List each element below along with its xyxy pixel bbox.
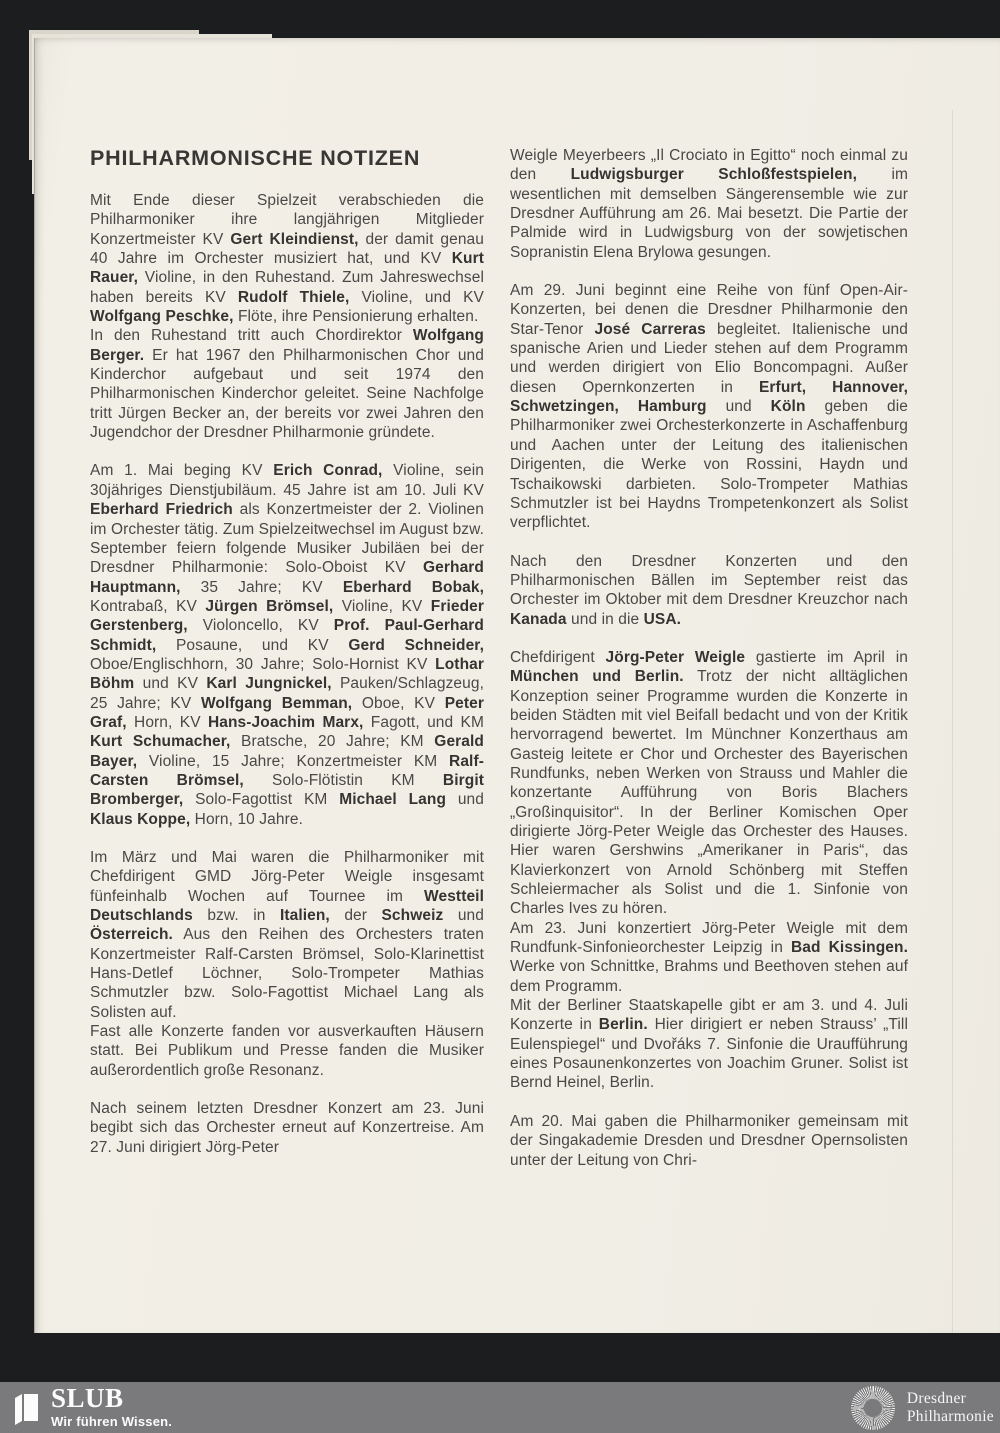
text-run: und (443, 907, 484, 925)
slub-text-block (51, 1383, 173, 1429)
paragraph (510, 552, 908, 629)
bold-text-run: Ludwigsburger Schloßfestspielen, (570, 166, 858, 184)
bold-text-run: Eberhard Bobak, (342, 578, 484, 596)
text-run: Aus den Reihen des Orchesters traten Konzertmeister Ralf-Carsten Brömsel, Solo-Klarinettist Hans-Detlef Löchner, Solo-Trompeter Mathias Schmutzler bzw. Solo-Fagottist Michael Lang als Solisten auf. (90, 926, 484, 1021)
bold-text-run: Michael Lang (339, 791, 447, 809)
paragraph (510, 648, 908, 1093)
text-run: Am 20. Mai gaben die Philharmoniker gemeinsam mit der Singakademie Dresden und Dresdner Opernsolisten unter der Leitung von Chri- (510, 1112, 908, 1169)
bold-text-run: Westteil Deutschlands (90, 887, 484, 925)
text-run: Werke von Schnittke, Brahms und Beethoven stehen auf dem Programm. (510, 958, 908, 995)
bold-text-run: Bad Kissingen. (790, 939, 908, 957)
bold-text-run: Birgit Bromberger, (90, 771, 484, 809)
text-run: Violine, in den Ruhestand. Zum Jahreswechsel haben bereits KV (90, 269, 484, 306)
text-run: der (329, 907, 382, 925)
text-run: Oboe/Englischhorn, 30 Jahre; Solo-Hornist KV (90, 655, 436, 673)
bold-text-run: Kanada (510, 610, 567, 628)
bold-text-run: Jörg-Peter Weigle (605, 648, 746, 666)
bold-text-run: Wolfgang Berger. (90, 327, 484, 364)
bold-text-run: Gerd Schneider, (348, 636, 484, 654)
text-run: und KV (134, 675, 207, 693)
bold-text-run: José Carreras (594, 320, 706, 338)
text-run: Violine, und KV (349, 288, 484, 306)
bold-text-run: Kurt Rauer, (90, 250, 484, 287)
paragraph (510, 146, 908, 262)
paragraph (510, 1112, 908, 1170)
bold-text-run: Klaus Koppe, (90, 810, 191, 828)
text-run: Solo-Fagottist KM (183, 791, 340, 809)
footer-bar (0, 1382, 1000, 1433)
text-run: Nach seinem letzten Dresdner Konzert am 23. Juni begibt sich das Orchester erneut auf Konzertreise. Am 27. Juni dirigiert Jörg-Peter (90, 1100, 484, 1156)
text-run: Kontrabaß, KV (90, 597, 206, 615)
paragraph (90, 461, 484, 829)
page-title: PHILHARMONISCHE NOTIZEN (90, 146, 421, 170)
bold-text-run: Jürgen Brömsel, (205, 597, 334, 615)
bold-text-run: Wolfgang Peschke, (90, 308, 234, 326)
text-run: Pauken/Schlagzeug, 25 Jahre; KV (90, 675, 484, 712)
text-run: In den Ruhestand tritt auch Chordirektor (90, 327, 413, 345)
bold-text-run: Prof. Paul-Gerhard Schmidt, (90, 617, 484, 654)
text-run: Trotz der nicht alltäglichen Konzeption seiner Programme wurden die Konzerte in beiden Städten mit viel Beifall bedacht und von der Kritik hervorragend bewertet. Im Münchner Konzerthaus am Gasteig leitete er Chor und Orchester des Bayerischen Rundfunks, neben Werken von Strauss und Mahler die konzertante Aufführung von Boris Blachers „Großinquisitor“. In der Berliner Komischen Oper dirigierte Jörg-Peter Weigle das Orchester des Hauses. Hier waren Gershwins „Amerikaner in Paris“, das Klavierkonzert von Arnold Schönberg mit Steffen Schleiermacher als Solist und die 1. Sinfonie von Charles Ives zu hören. (510, 668, 908, 918)
bold-text-run: Peter Graf, (90, 694, 484, 731)
bold-text-run: Ralf-Carsten Brömsel, (90, 752, 484, 789)
bold-text-run: Rudolf Thiele, (237, 288, 350, 306)
text-run: der damit genau 40 Jahre im Orchester musiziert hat, und KV (90, 230, 484, 268)
scanned-page (35, 38, 1000, 1333)
text-run: Horn, KV (126, 713, 208, 731)
text-run: Chefdirigent (510, 648, 606, 666)
bold-text-run: Gert Kleindienst, (230, 230, 359, 248)
paragraph (90, 1099, 484, 1157)
text-run: begleitet. Italienische und spanische Arien und Lieder stehen auf dem Programm und werden dirigiert von Elio Boncompagni. Außer diesen Opernkonzerten in (510, 320, 908, 396)
bold-text-run: Kurt Schumacher, (90, 733, 231, 751)
text-run: Posaune, und KV (156, 636, 349, 654)
left-column-text (90, 191, 484, 1157)
text-run: Fagott, und KM (363, 713, 485, 731)
text-run: Hier dirigiert er neben Strauss’ „Till Eulenspiegel“ und Dvořáks 7. Sinfonie die Uraufführung eines Posaunenkonzertes von Joachim Gruner. Solist ist Bernd Heinel, Berlin. (510, 1016, 908, 1092)
philharmonie-wordmark-line1: Dresdner (906, 1390, 967, 1407)
text-run: Am 29. Juni beginnt eine Reihe von fünf Open-Air-Konzerten, bei denen die Dresdner Philharmonie den Star-Tenor (510, 282, 908, 338)
text-run: Flöte, ihre Pensionierung erhalten. (233, 308, 479, 326)
bold-text-run: Wolfgang Bemman, (200, 694, 353, 712)
bold-text-run: Lothar Böhm (90, 655, 484, 693)
text-run: Nach den Dresdner Konzerten und den Philharmonischen Bällen im September reist das Orchester im Oktober mit dem Dresdner Kreuzchor nach (510, 552, 908, 609)
paragraph (90, 848, 484, 1080)
paragraph (90, 191, 484, 442)
page-fold-line (952, 110, 954, 1333)
right-column-text (510, 146, 908, 1170)
slub-wordmark: SLUB (51, 1383, 124, 1413)
book-icon (13, 1392, 40, 1425)
text-run: gastierte im April in (745, 648, 908, 666)
bold-text-run: Eberhard Friedrich (90, 501, 233, 519)
bold-text-run: USA. (643, 610, 682, 628)
bold-text-run: Berlin. (598, 1016, 648, 1034)
text-run: bzw. in (192, 907, 280, 925)
bold-text-run: Hans-Joachim Marx, (207, 713, 364, 731)
slub-logo (0, 1383, 173, 1429)
page-content (90, 146, 908, 1170)
text-run: Violoncello, KV (187, 617, 334, 635)
text-run: als Konzertmeister der 2. Violinen im Orchester tätig. Zum Spielzeitwechsel im August bzw. September feiern folgende Musiker Jubiläen bei der Dresdner Philharmonie: Solo-Oboist KV (90, 501, 485, 577)
bold-text-run: Gerhard Hauptmann, (90, 559, 484, 596)
left-column (90, 146, 484, 1157)
text-run: Bratsche, 20 Jahre; KM (230, 733, 435, 751)
text-run: und (446, 791, 484, 809)
text-run: 35 Jahre; KV (180, 578, 343, 596)
text-run: Im März und Mai waren die Philharmoniker mit Chefdirigent GMD Jörg-Peter Weigle insgesamt fünfeinhalb Wochen auf Tournee im (90, 849, 484, 905)
text-run: und (706, 398, 771, 416)
right-column (510, 146, 908, 1170)
bold-text-run: Erich Conrad, (273, 462, 383, 480)
text-run: Mit der Berliner Staatskapelle gibt er am 3. und 4. Juli Konzerte in (510, 997, 908, 1034)
starburst-icon (851, 1386, 895, 1430)
bold-text-run: Gerald Bayer, (90, 733, 484, 770)
text-run: Am 23. Juni konzertiert Jörg-Peter Weigle mit dem Rundfunk-Sinfonieorchester Leipzig in (510, 919, 908, 957)
text-run: Violine, sein 30jähriges Dienstjubiläum. 45 Jahre ist am 10. Juli KV (90, 462, 484, 499)
text-run: Am 1. Mai beging KV (90, 462, 274, 480)
text-run: im wesentlichen mit demselben Sängerensemble wie zur Dresdner Aufführung am 26. Mai besetzt. Die Partie der Palmide wird in Ludwigsburg von der sowjetischen Sopranistin Elena Brylowa gesungen. (510, 166, 908, 261)
text-run: Violine, KV (333, 597, 431, 615)
text-run: geben die Philharmoniker zwei Orchesterkonzerte in Aschaffenburg und Aachen unter der Leitung des italienischen Dirigenten, die Werke von Rossini, Haydn und Tschaikowski darbieten. Solo-Trompeter Mathias Schmutzler ist bei Haydns Trompetenkonzert als Solist verpflichtet. (510, 398, 908, 532)
bold-text-run: Köln (770, 398, 806, 416)
text-run: Fast alle Konzerte fanden vor ausverkauften Häusern statt. Bei Publikum und Presse fanden die Musiker außerordentlich große Resonanz. (90, 1023, 484, 1079)
philharmonie-wordmark-line2: Philharmonie (906, 1407, 994, 1425)
bold-text-run: Karl Jungnickel, (206, 675, 332, 693)
text-run: Solo-Flötistin KM (243, 771, 443, 789)
bold-text-run: Österreich. (90, 926, 173, 944)
bold-text-run: Italien, (279, 907, 330, 925)
bold-text-run: München und Berlin. (510, 668, 684, 686)
text-run: Violine, 15 Jahre; Konzertmeister KM (137, 752, 450, 770)
slub-tagline: Wir führen Wissen. (51, 1414, 173, 1429)
bold-text-run: Schweiz (381, 907, 444, 925)
text-run: Er hat 1967 den Philharmonischen Chor und Kinderchor aufgebaut und seit 1974 den Philharmonischen Kinderchor geleitet. Seine Nachfolge tritt Jürgen Becker an, der bereits vor zwei Jahren den Jugendchor der Dresdner Philharmonie gründete. (90, 346, 484, 442)
bold-text-run: Erfurt, Hannover, Schwetzingen, Hamburg (510, 378, 908, 416)
text-run: Weigle Meyerbeers „Il Crociato in Egitto“ noch einmal zu den (510, 147, 908, 184)
philharmonie-logo (851, 1386, 1000, 1430)
philharmonie-wordmark (907, 1390, 994, 1425)
paragraph (510, 281, 908, 532)
text-run: Oboe, KV (352, 694, 445, 712)
bold-text-run: Frieder Gerstenberg, (90, 597, 485, 635)
text-run: Horn, 10 Jahre. (190, 810, 303, 828)
text-run: Mit Ende dieser Spielzeit verabschieden die Philharmoniker ihre langjährigen Mitglieder Konzertmeister KV (90, 192, 484, 248)
text-run: und in die (566, 610, 644, 628)
